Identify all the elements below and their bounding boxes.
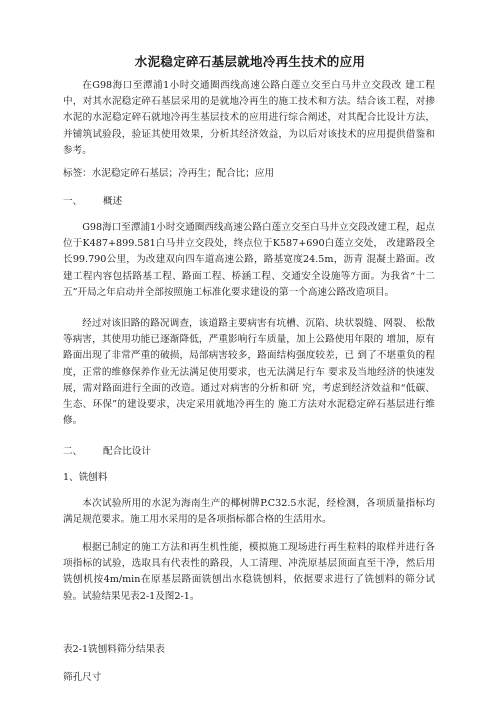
section-title: 概述 bbox=[103, 196, 123, 207]
section-number: 二、 bbox=[63, 446, 83, 457]
document-title: 水泥稳定碎石基层就地冷再生技术的应用 bbox=[134, 54, 366, 69]
abstract-paragraph: 在G98海口至潭浦1小时交通圈西线高速公路白莲立交至白马井立交段改 建工程中，对其水泥稳定碎石基层采用的是就地冷再生的施工技术和方法。结合该工程，对掺水泥的水泥稳定碎石就地冷再生基层技术的应用进行综合阐述，对其配合比设计方法，并铺筑试验段，验证其使用效果，分析其经济效益，为以后对该技术的应用提供借鉴和参考。 bbox=[63, 80, 435, 156]
condition-paragraph: 经过对该旧路的路况调查，该道路主要病害有坑槽、沉陷、块状裂缝、网裂、 松散等病害，其使用功能已逐渐降低，严重影响行车质量，加上公路使用年限的 增加，原有路面出现了非常严重的破损，局部病害较多，路面结构强度较差，已 到了不堪重负的程度，正常的维修保养作业无法满足使用要求，也无法满足行车 要求及当地经济的快速发展，需对路面进行全面的改造。通过对病害的分析和研 究，考虑到经济效益和“低碳、生态、环保”的建设要求，决定采用就地冷再生的 施工方法对水泥稳定碎石基层进行维修。 bbox=[63, 318, 435, 427]
section-title: 配合比设计 bbox=[103, 446, 151, 457]
section-number: 一、 bbox=[63, 196, 83, 207]
milling-paragraph: 根据已制定的施工方法和再生机性能，模拟施工现场进行再生粒料的取样并进行各项指标的试验，选取具有代表性的路段，人工清理、冲洗原基层顶面直至干净，然后用铣刨机按4m/min在原基层路面铣刨出水稳铣刨料，依据要求进行了铣刨料的筛分试验。试验结果见表2-1及图2-1。 bbox=[63, 542, 435, 602]
cement-paragraph: 本次试验所用的水泥为海南生产的椰树牌P.C32.5水泥，经检测，各项质量指标均满足规范要求。施工用水采用的是各项指标都合格的生活用水。 bbox=[63, 498, 435, 526]
section-heading-mix-design bbox=[63, 444, 151, 460]
table-header-cell: 筛孔尺寸 bbox=[63, 672, 102, 683]
section-heading-overview bbox=[63, 194, 122, 210]
keywords-line: 标签：水泥稳定碎石基层；冷再生；配合比；应用 bbox=[63, 168, 275, 179]
table-caption: 表2-1铣刨料筛分结果表 bbox=[63, 644, 165, 655]
overview-paragraph: G98海口至潭浦1小时交通圈西线高速公路白莲立交至白马井立交段改建工程，起点位于K487+899.581白马井立交段处，终点位于K587+690白莲立交处， 改建路段全长99.790公里，为改建双向四车道高速公路，路基宽度24.5m，沥青 混凝土路面。改建工程内容包括路基工程、路面工程、桥涵工程、交通安全设施等方面。为我省“十二五”开局之年启动并全部按照施工标准化要求建设的第一个高速公路改造项目。 bbox=[63, 222, 435, 298]
subsection-heading: 1、铣刨料 bbox=[63, 472, 108, 483]
